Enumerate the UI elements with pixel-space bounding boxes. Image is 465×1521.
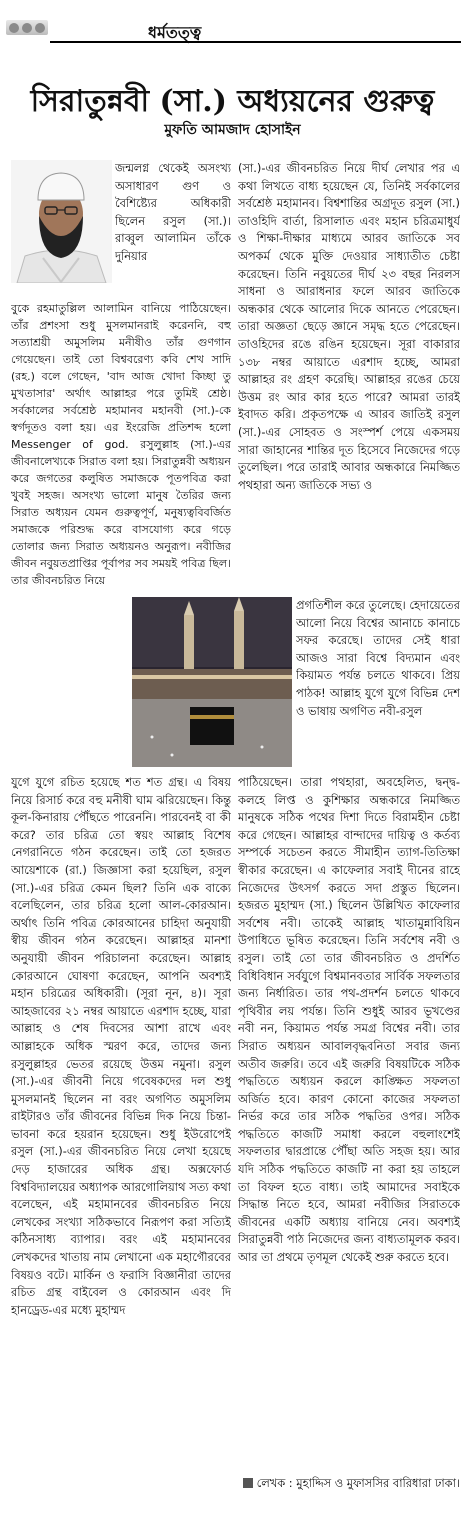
article-paragraph: জন্মলগ্ন থেকেই অসংখ্য অসাধারণ গুণ ও বৈশিষ্ট্যের অধিকারী ছিলেন রসুল (সা.)। রাব্বুল আলামিন তাঁকে দুনিয়ার (115, 161, 231, 263)
article-column-left-middle (11, 300, 231, 590)
article-column-right-middle (296, 597, 460, 767)
article-title: সিরাতুন্নবী (সা.) অধ্যয়নের গুরুত্ব (30, 84, 435, 120)
author-photo (11, 160, 112, 283)
article-column-left-top (115, 160, 231, 295)
article-paragraph: যুগে যুগে রচিত হয়েছে শত শত গ্রন্থ। এ বিষয় নিয়ে রিসার্চ করে বহু মনীষী ঘাম ঝরিয়েছেন। কিন্তু কূল-কিনারায় পৌঁছতে পারেননি। পারবেনই বা কী করে? তার চরিত্র তো স্বয়ং আল্লাহ বিশেষ নেগরানিতে গঠন করেছেন। তাই তো হজরত আয়েশাকে (রা.) জিজ্ঞাসা করা হয়েছিল, রসুল (সা.)-এর চরিত্র কেমন ছিল? তিনি এক বাক্যে বলেছিলেন, তার চরিত্র হলো আল-কোরআন। অর্থাৎ তিনি পবিত্র কোরআনের চাহিদা অনুযায়ী স্বীয় জীবন গঠন করেছেন। আল্লাহর মানশা অনুযায়ী জীবন পরিচালনা করেছেন। আল্লাহ কোরআনে ঘোষণা করেছেন, আপনি অবশ্যই মহান চরিত্রের অধিকারী। (সূরা নূন, ৪)। সূরা আহজাবের ২১ নম্বর আয়াতে এরশাদ হচ্ছে, যারা আল্লাহ ও শেষ দিবসের আশা রাখে এবং আল্লাহকে অধিক স্মরণ করে, তাদের জন্য রসুলুল্লাহর ভেতর রয়েছে উত্তম নমুনা। রসুল (সা.)-এর জীবনী নিয়ে গবেষকদের দল শুধু মুসলমানই ছিলেন না বরং অগণিত অমুসলিম রাইটারও তাঁর জীবনের বিভিন্ন দিক নিয়ে চিন্তা-ভাবনা করে হয়রান হয়েছেন। শুধু ইউরোপেই রসুল (সা.)-এর জীবনচরিত নিয়ে লেখা হয়েছে দেড় হাজারের অধিক গ্রন্থ। অক্সফোর্ড বিশ্ববিদ্যালয়ের অধ্যাপক আরগোলিয়াথ সত্য কথা বলেছেন, এই মহামানবের জীবনচরিত নিয়ে লেখকের সংখ্যা সঠিকভাবে নিরূপণ করা সত্যিই কঠিনসাধ্য ব্যাপার। বরং এই মহামানবের লেখকদের খাতায় নাম লেখানো এক মহাগৌরবের বিষয়ও বটে। মার্কিন ও ফরাসি বিজ্ঞানীরা তাদের রচিত গ্রন্থ বাইবেল ও কোরআন এবং দি হানড্রেড-এর মধ্যে মুহাম্মদ (11, 775, 231, 1317)
byline-text: লেখক : মুহাদ্দিস ও মুফাসসির বারিধারা ঢাকা। (256, 1476, 460, 1490)
page-header (0, 0, 465, 40)
header-rule (50, 41, 461, 43)
article-column-right-bottom (238, 774, 460, 1474)
article-column-left-bottom (11, 774, 231, 1504)
kaaba-image (132, 597, 292, 767)
section-name: ধর্মতত্ত্ব (148, 23, 202, 42)
article-paragraph: বুকে রহমাতুল্লিল আলামিন বানিয়ে পাঠিয়েছেন। তাঁর প্রশংসা শুধু মুসলমানরাই করেননি, বহু সত্যাশ্রয়ী অমুসলিম মনীষীও তাঁর গুণগান গেয়েছেন। তাই তো বিশ্ববরেণ্য কবি শেখ সাদি (রহ.) বলে গেছেন, 'বাদ আজ খোদা কিচ্ছা তু মুখতাসার' অর্থাৎ আল্লাহর পরে তুমিই শ্রেষ্ঠ। সর্বকালের সর্বশ্রেষ্ঠ মহামানব মহানবী (সা.)-কে স্বর্গদূতও বলা হয়। এর ইংরেজি প্রতিশব্দ হলো Messenger of god. রসুলুল্লাহ (সা.)-এর জীবনালেখ্যকে সিরাত বলা হয়। সিরাতুন্নবী অধ্যয়ন করে জগতের কলুষিত সমাজকে পূতপবিত্র করা খুবই সহজ। অসংখ্য ভালো মানুষ তৈরির জন্য সিরাত অধ্যয়ন যেমন গুরুত্বপূর্ণ, মনুষ্যত্ববিবর্জিত সমাজকে পরিশুদ্ধ করে বাসযোগ্য করে গড়ে তোলার জন্য সিরাত অধ্যয়নও অনুরূপ। নবীজির জীবন নবুয়তপ্রাপ্তির পূর্বাপর সব সময়ই পবিত্র ছিল। তার জীবনচরিত নিয়ে (11, 302, 231, 587)
article-paragraph: পাঠিয়েছেন। তারা পথহারা, অবহেলিত, দ্বন্দ্ব-কলহে লিপ্ত ও কুশিক্ষার অন্ধকারে নিমজ্জিত মানুষকে সঠিক পথের দিশা দিতে বিরামহীন চেষ্টা করে গেছেন। আল্লাহর বান্দাদের দায়িত্ব ও কর্তব্য সম্পর্কে সচেতন করতে সীমাহীন ত্যাগ-তিতিক্ষা স্বীকার করেছেন। এ কাফেলার সবাই দীনের রাহে নিজেদের উৎসর্গ করতে সদা প্রস্তুত ছিলেন। হজরত মুহাম্মদ (সা.) ছিলেন উল্লিখিত কাফেলার সর্বশেষ নবী। তাকেই আল্লাহ খাতামুন্নাবিয়িন উপাধিতে ভূষিত করেছেন। তিনি সর্বশেষ নবী ও রসুল। তাই তো তার জীবনচরিত ও প্রদর্শিত বিধিবিধান সর্বযুগে বিশ্বমানবতার সার্বিক সফলতার জন্য নির্ধারিত। তার পথ-প্রদর্শন চলতে থাকবে পৃথিবীর লয় পর্যন্ত। তিনি শুধুই আরব ভূখণ্ডের নবী নন, কিয়ামত পর্যন্ত সমগ্র বিশ্বের নবী। তার সিরাত অধ্যয়ন আবালবৃদ্ধবনিতা সবার জন্য অতীব জরুরি। তবে এই জরুরি বিষয়টিকে সঠিক পদ্ধতিতে অধ্যয়ন করলে কাঙ্ক্ষিত সফলতা অর্জিত হবে। কারণ কোনো কাজের সফলতা নির্ভর করে তার সঠিক পদ্ধতির ওপর। সঠিক পদ্ধতিতে কাজটি সমাধা করলে বহুলাংশেই সফলতার দ্বারপ্রান্তে পৌঁছা অতি সহজ হয়। আর যদি সঠিক পদ্ধতিতে কাজটি না করা হয় তাহলে তা বিফল হতে বাধ্য। তাই আমাদের সবাইকে সিদ্ধান্ত নিতে হবে, আমরা নবীজির সিরাতকে জীবনের একটি অধ্যায় বানিয়ে নেব। অবশ্যই সিরাতুন্নবী পাঠ নিজেদের জন্য বাধ্যতামূলক করব। আর তা প্রথমে তৃণমূল থেকেই শুরু করতে হবে। (238, 775, 460, 1265)
author-portrait-image (11, 160, 112, 283)
article-paragraph: (সা.)-এর জীবনচরিত নিয়ে দীর্ঘ লেখার পর এ কথা লিখতে বাধ্য হয়েছেন যে, তিনিই সর্বকালের সর্বশ্রেষ্ঠ মহামানব। বিশ্বশান্তির অগ্রদূত রসুল (সা.) তাওহিদি বার্তা, রিসালাত এবং মহান চরিত্রমাধুর্য ও শিক্ষা-দীক্ষার মাধ্যমে আরব জাতিকে সব অপকর্ম থেকে মুক্তি দেওয়ার সাধ্যাতীত চেষ্টা করেছেন। তিনি নবুয়তের দীর্ঘ ২৩ বছর নিরলস সাধনা ও আরাধনার ফলে আরব জাতিকে অন্ধকার থেকে আলোর দিকে আনতে পেরেছেন। তারা অজ্ঞতা ছেড়ে জ্ঞানে সমৃদ্ধ হতে পেরেছেন। তাওহিদের রঙে রঙিন হয়েছেন। সূরা বাকারার ১৩৮ নম্বর আয়াতে এরশাদ হচ্ছে, আমরা আল্লাহর রং গ্রহণ করেছি। আল্লাহর রঙের চেয়ে উত্তম রং আর কার হতে পারে? আমরা তারই ইবাদত করি। প্রকৃতপক্ষে এ আরব জাতিই রসুল (সা.)-এর সোহবত ও সংস্পর্শ পেয়ে একসময় সারা জাহানের শান্তির দূত হিসেবে নিজেদের গড়ে তুলেছিল। পরে তারাই আবার অন্ধকারে নিমজ্জিত পথহারা অন্য জাতিকে সভ্য ও (238, 161, 460, 492)
author-name: মুফতি আমজাদ হোসাইন (164, 122, 301, 138)
article-column-right-top (238, 160, 460, 590)
newspaper-logo (6, 20, 48, 35)
kaaba-photo (132, 597, 292, 767)
author-byline (238, 1475, 460, 1493)
square-bullet-icon (243, 1478, 253, 1488)
article-paragraph: প্রগতিশীল করে তুলেছে। হেদায়েতের আলো নিয়ে বিশ্বের আনাচে কানাচে সফর করেছে। তাদের সেই ধারা আজও সারা বিশ্বে বিদ্যমান এবং কিয়ামত পর্যন্ত চলতে থাকবে। প্রিয় পাঠক! আল্লাহ যুগে যুগে বিভিন্ন দেশ ও ভাষায় অগণিত নবী-রসুল (296, 598, 460, 718)
